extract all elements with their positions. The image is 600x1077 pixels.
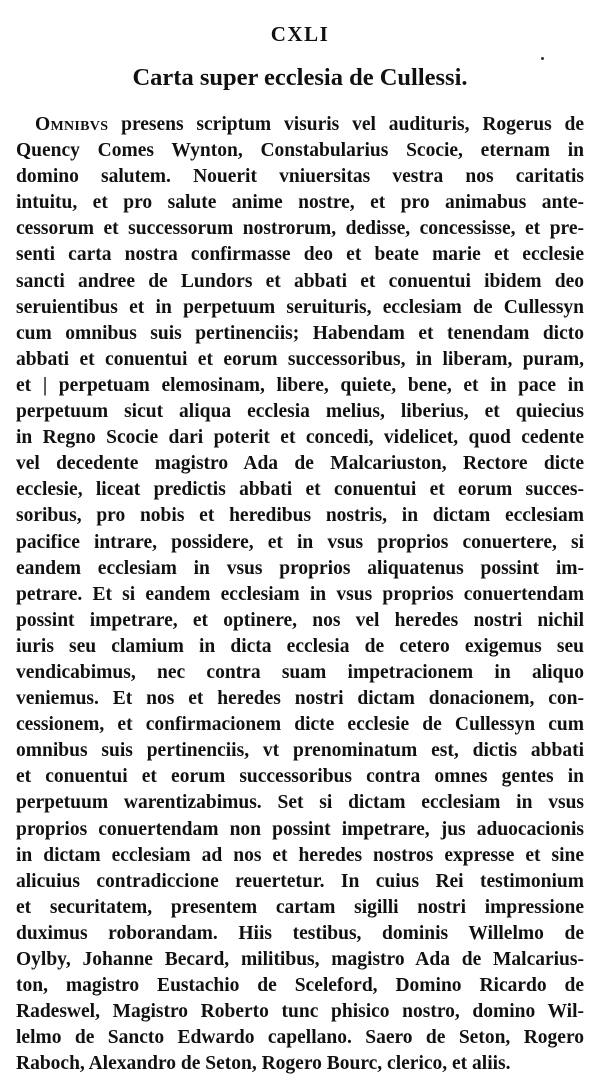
text-line: senti carta nostra confirmasse deo et beate marie et ecclesie bbox=[16, 244, 584, 266]
text-line: Quency Comes Wynton, Constabularius Scocie, eternam in bbox=[16, 140, 584, 162]
charter-text bbox=[16, 112, 584, 1077]
opening-word: Omnibvs bbox=[35, 114, 109, 135]
text-line: cum omnibus suis pertinenciis; Habendam et tenendam dicto bbox=[16, 322, 584, 344]
text-line: ecclesie, liceat predictis abbati et conuentui et eorum succes- bbox=[16, 479, 584, 501]
text-line: possint impetrare, et optinere, nos vel heredes nostri nichil bbox=[16, 609, 584, 631]
text-line: cessorum et successorum nostrorum, dedisse, concessisse, et pre- bbox=[16, 218, 584, 240]
text-line: omnibus suis pertinenciis, vt prenominatum est, dictis abbati bbox=[16, 740, 584, 762]
text-line: Radeswel, Magistro Roberto tunc phisico nostro, domino Wil- bbox=[16, 1001, 584, 1023]
text-line: soribus, pro nobis et heredibus nostris, in dictam ecclesiam bbox=[16, 505, 584, 527]
text-line: abbati et conuentui et eorum successoribus, in liberam, puram, bbox=[16, 348, 584, 370]
text-line: veniemus. Et nos et heredes nostri dictam donacionem, con- bbox=[16, 688, 584, 710]
text-line: cessionem, et confirmacionem dicte ecclesie de Cullessyn cum bbox=[16, 714, 584, 736]
text-line-rest: presens scriptum visuris vel audituris, Rogerus de bbox=[108, 114, 584, 135]
charter-title: Carta super ecclesia de Cullessi. bbox=[132, 64, 468, 91]
text-line: duximus roborandam. Hiis testibus, dominis Willelmo de bbox=[16, 922, 584, 944]
text-line: pacifice intrare, possidere, et in vsus proprios conuertere, si bbox=[16, 531, 584, 553]
text-line: in dictam ecclesiam ad nos et heredes nostros expresse et sine bbox=[16, 844, 584, 866]
text-line: ton, magistro Eustachio de Sceleford, Domino Ricardo de bbox=[16, 975, 584, 997]
text-line bbox=[16, 112, 584, 138]
text-line: perpetuum warentizabimus. Set si dictam ecclesiam in vsus bbox=[16, 792, 584, 814]
text-line: vel decedente magistro Ada de Malcariuston, Rectore dicte bbox=[16, 453, 584, 475]
text-line: alicuius contradiccione reuertetur. In cuius Rei testimonium bbox=[16, 870, 584, 892]
text-line: Oylby, Johanne Becard, militibus, magistro Ada de Malcarius- bbox=[16, 949, 584, 970]
text-line: vendicabimus, nec contra suam impetracionem in aliquo bbox=[16, 661, 584, 683]
text-line: domino salutem. Nouerit vniuersitas vestra nos caritatis bbox=[16, 166, 584, 188]
text-line: iuris seu clamium in dicta ecclesia de cetero exigemus seu bbox=[16, 635, 584, 657]
text-line: et | perpetuam elemosinam, libere, quiete, bene, et in pace in bbox=[16, 374, 584, 396]
text-line: sancti andree de Lundors et abbati et conuentui ibidem deo bbox=[16, 270, 584, 292]
text-line: proprios conuertendam non possint impetrare, jus aduocacionis bbox=[16, 818, 584, 840]
text-line: lelmo de Sancto Edwardo capellano. Saero de Seton, Rogero bbox=[16, 1027, 584, 1049]
text-line: petrare. Et si eandem ecclesiam in vsus proprios conuertendam bbox=[16, 583, 584, 605]
text-line: et securitatem, presentem cartam sigilli nostri impressione bbox=[16, 896, 584, 918]
text-line: seruientibus et in perpetuum seruituris, ecclesiam de Cullessyn bbox=[16, 296, 584, 318]
text-line: eandem ecclesiam in vsus proprios aliquatenus possint im- bbox=[16, 557, 584, 579]
print-speck bbox=[541, 57, 544, 60]
text-line: perpetuum sicut aliqua ecclesia melius, liberius, et quiecius bbox=[16, 401, 584, 423]
text-line: Raboch, Alexandro de Seton, Rogero Bourc, clerico, et aliis. bbox=[16, 1053, 511, 1075]
charter-number: CXLI bbox=[270, 22, 330, 46]
text-line: intuitu, et pro salute anime nostre, et pro animabus ante- bbox=[16, 192, 584, 214]
text-line: in Regno Scocie dari poterit et concedi, videlicet, quod cedente bbox=[16, 427, 584, 449]
text-line: et conuentui et eorum successoribus contra omnes gentes in bbox=[16, 766, 584, 788]
